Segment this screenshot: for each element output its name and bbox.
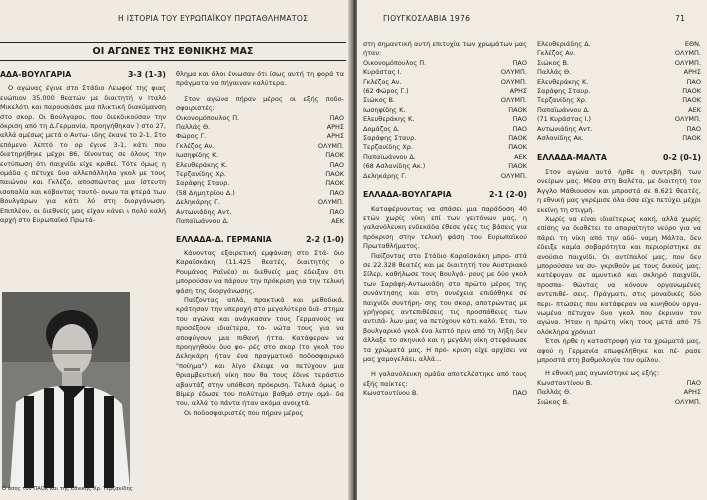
player-name: Γκλέζος Αν. — [363, 77, 402, 86]
player-name: Σιώκος Β. — [363, 96, 395, 105]
player-name: (58 Δημητρίου Δ.) — [176, 188, 235, 197]
match3-paragraph: Παίζοντας στο Στάδιο Καραϊσκάκη μπρο- στά σε 22.328 θεατές και με διαιτητή τον Αυστριακό Σίλερ, καθήλωσε τους Βουλγά- ρους με δύο γκολ των Σαράφη-Αντωνιάδη στο πρώτο μέρος της συνάντησης και στη συνέχεια επιδόθηκε σε παιχνίδι συντήρη- σης του σκορ, αποτρώντας με γρήγορες αντεπιθέσεις τις προσπάθειες των αντιπά- λων μας να πετύχουν κάτι καλό. Έτσι, το βουλγαρικό γκολ ένα λεπτό πριν από τη λήξη δεν άλλαξε το σκηνικό και η μεγάλη νίκη στεφάνωσε τα χρώματά μας. Η πρό- κριση είχε αρχίσει να μας χαμογελάει, αλλά... — [363, 251, 527, 363]
right-running-head: ΓΙΟΥΓΚΟΣΛΑΒΙΑ 1976 — [383, 14, 471, 23]
player-club: ΑΡΗΣ — [683, 68, 701, 77]
player-club: ΠΑΟ — [512, 389, 527, 398]
player-club: ΠΑΟ — [686, 124, 701, 133]
player-club: ΠΑΟΚ — [508, 105, 527, 114]
player-club: ΠΑΟΚ — [682, 96, 701, 105]
player-name: Σαράφης Σταυρ. — [176, 179, 230, 188]
player-name: Φώρος Γ. — [176, 132, 207, 141]
roster-row — [363, 87, 527, 96]
left-page — [0, 0, 350, 500]
match2-paragraph: Κάνοντας εξαιρετική εμφάνιση στο Στά- διο Καραϊσκάκη (11.425 θεατές, διαιτητής ο Ρουμάνος Ραϊνέα) οι διεθνείς μας έδειξαν ότι μπορούσαν να πάρουν την πρόκριση για την τελική φάση της διοργάνωσης. — [176, 248, 344, 295]
roster-row — [363, 68, 527, 77]
roster-row — [176, 179, 344, 188]
roster-row — [363, 172, 527, 181]
roster-b — [537, 40, 701, 143]
player-name: Τερζανίδης Χρ. — [176, 170, 226, 179]
player-photo — [2, 292, 130, 488]
player-name: Σιώκος Β. — [537, 397, 569, 406]
player-name: Τερζανίδης Χρ. — [363, 143, 413, 152]
match4-lineup — [537, 379, 701, 407]
match2-heading — [176, 235, 344, 244]
roster-row — [176, 189, 344, 198]
match4-title: ΕΛΛΑΔΑ-ΜΑΛΤΑ — [537, 153, 607, 163]
roster-row — [363, 153, 527, 162]
match3-lineup-row — [363, 389, 527, 398]
player-club: ΑΡΗΣ — [326, 123, 344, 132]
player-name: (71 Κυράστας Ι.) — [537, 115, 592, 124]
player-club: ΠΑΟΚ — [508, 134, 527, 143]
roster-a-intro: στη σημαντική αυτή επιτυχία των χρωμάτων μας ήταν: — [363, 40, 527, 58]
player-club: ΠΑΟΚ — [508, 162, 527, 171]
roster-row — [176, 151, 344, 160]
player-name: Σιώκος Β. — [537, 58, 569, 67]
player-club: ΠΑΟ — [686, 77, 701, 86]
player-name: Σαράφης Σταυρ. — [537, 87, 591, 96]
player-name: (62 Φώρος Γ.) — [363, 87, 409, 96]
player-club: ΠΑΟ — [512, 58, 527, 67]
roster-row — [176, 208, 344, 217]
match2-score: 2-2 (1-0) — [305, 234, 344, 244]
right-column-1 — [363, 40, 527, 399]
roster-row — [176, 123, 344, 132]
player-name: Γκλέζος Αν. — [176, 141, 215, 150]
player-name: Ελευθεράκης Κ. — [537, 77, 589, 86]
match4-heading — [537, 153, 701, 162]
player-club: ΠΑΟΚ — [325, 179, 344, 188]
roster-row — [537, 87, 701, 96]
roster-row — [537, 115, 701, 124]
left-running-head: Η ΙΣΤΟΡΙΑ ΤΟΥ ΕΥΡΩΠΑΪΚΟΥ ΠΡΩΤΑΘΛΗΜΑΤΟΣ — [118, 14, 309, 23]
player-name: Δομάζος Δ. — [363, 124, 400, 133]
roster-row — [176, 170, 344, 179]
roster-row — [537, 59, 701, 68]
player-club: ΠΑΟ — [329, 188, 344, 197]
player-name: Κωνσταντίνου Β. — [537, 378, 593, 387]
roster-row — [537, 134, 701, 143]
roster-row — [537, 106, 701, 115]
match3-title: ΕΛΛΑΔΑ-ΒΟΥΛΓΑΡΙΑ — [363, 190, 452, 200]
match1-roster — [176, 114, 344, 227]
player-club: ΑΡΗΣ — [326, 132, 344, 141]
match4-paragraph: Στον αγώνα αυτό ήρθε η συντριβή των ονείρων μας. Μέσα στη Βαλέτα, με διαιτητή τον Άγγλο Μάθιουσον και μπροστά σε 8.621 θεατές, η εθνική μας γκρέμισε όλα όσα είχε πετύχει μέχρι εκείνη τη στιγμή. — [537, 167, 701, 214]
left-column-1 — [0, 70, 166, 226]
roster-row — [363, 125, 527, 134]
player-name: Σαράφης Σταυρ. — [363, 134, 417, 143]
roster-row — [176, 114, 344, 123]
player-club: ΠΑΟΚ — [508, 143, 527, 152]
roster-row — [363, 59, 527, 68]
player-club: ΠΑΟ — [329, 113, 344, 122]
roster-row — [537, 96, 701, 105]
player-club: ΑΕΚ — [331, 217, 344, 226]
roster-row — [537, 379, 701, 388]
player-name: Τερζανίδης Χρ. — [537, 96, 587, 105]
player-name: (68 Ασλανίδης Ακ.) — [363, 162, 426, 171]
match1-heading — [0, 70, 166, 79]
roster-row — [176, 161, 344, 170]
match1-text: Ο αγώνας έγινε στο Στάδιο Λεωφοί της φιας ενώπιον 35.000 θεατών με διαιτητή ν Ιταλό Μικελότι και παρουσιάσε μια πλικτική διακύμανση στο σκορ. Οι Βούλγαροι, που διεκδικούσαν την όκριση από τη Δ.Γερμανία, προηγήθηκαν ) στο 27, αλλά αμέσως μετά ο Αντω- ιδης έκανε το 2-1. Στο επόμενο λεπτό το ορ έγινε 3-1, κάτι που διατηρήθηκε μέχρι 86, δίνοντας σε όλους την εντύπωση ότι παιχνίδι είχε κριθεί. Τότε όμως η ομάδα ς πέτυχε δυο αλλεπάλληλα γκολ με τους παιώνου και Γκλέζο, αποσπώντας μια ίστευτη ισοπαλία και κόβοντας τουτό- ονων τα φτερά των Βουλγάρων για κάτι λό στη διοργάνωση. Επιπλέον, οι διεθνείς μας είχαν κάνει ι πολύ καλή αρχή στο Ευρωπαϊκό Πρωτά- — [0, 84, 166, 225]
player-name: Παλλάς Θ. — [537, 388, 572, 397]
player-club: ΟΛΥΜΠ. — [674, 115, 701, 124]
player-club: ΠΑΟ — [512, 115, 527, 124]
left-column-2 — [176, 70, 344, 418]
player-name: Ελευθεριάδης Δ. — [537, 40, 591, 48]
player-club: ΑΡΗΣ — [509, 87, 527, 96]
match4-lineup-intro: Η εθνική μας αγωνίστηκε ως εξής: — [545, 369, 660, 378]
match1-title: ΑΔΑ-ΒΟΥΛΓΑΡΙΑ — [0, 70, 72, 79]
player-club: ΑΕΚ — [514, 152, 527, 161]
roster-row — [176, 217, 344, 226]
match2-paragraph: Παίζοντας απλά, πρακτικά και μεθοδικά, κράτησαν την υπεροχή στο μεγαλύτερο διά- στημα του αγώνα και ανάγκασαν τους Γερμανούς να προσέξουν ιδιαίτερα, το- νώτα τους για να αποφύγουν μια πιθανή ήττα. Κατάφεραν να προηγηθούν δυο φο- ρές στο σκορ (το γκολ του Δεληκάρη ήταν ένα πραγματικό ποδοσφαιρικό "ποίημα") και λίγο έλειψε να πετύχουν μια θριαμβευτική νίκη που θα τους έδινε τεράστιο αβαντάζ στην υπόθεση πρόκριση. Τελικά όμως ο Βίμερ έδωσε του πολύτιμο βαθμό στην ομά- δα του, αλλά το πάντα ήταν ακόμα ανοιχτά. — [176, 295, 344, 408]
player-club: ΟΛΥΜΠ. — [500, 77, 527, 86]
match4-paragraph: Χωρίς να είναι ιδιαίτερως κακή, αλλά χωρίς επίσης να διαθέτει το απαραίτητο νεύρο για να πάρει τη νίκη από την αδύ- ναμη Μάλτα, δεν έδειξε καμία σοβαρότητα και περιορίστηκε σε ανούσιο παιχνίδι. Οι αντίπαλοί μας, που δεν μπορούσαν να συ- γκριθούν με τους δικούς μας, κατέφυγαν σε αμυντικό και σκληρό παιχνίδι, προσπα- θώντας να κόνουν οργανωμένες αντεπιθέ- σεις. Πράγματι, στις μοναδικές δύο περι- πτώσεις που κατάφεραν να κινηθούν οργα- νωμένα πέτυχαν δυο γκολ που έκριναν τον αγώνα. Ήταν η πρώτη νίκη τους μετά από 75 ολόκληρα χρόνια! — [537, 214, 701, 336]
match1-score: 3-3 (1-3) — [127, 70, 166, 79]
player-name: Κωνσταντίνου Β. — [363, 389, 419, 398]
player-name: Δεληκάρης Γ. — [176, 198, 220, 207]
player-club: ΟΛΥΜΠ. — [317, 141, 344, 150]
right-page — [357, 0, 707, 500]
player-club: ΟΛΥΜΠ. — [317, 198, 344, 207]
player-club: ΟΛΥΜΠ. — [674, 49, 701, 58]
match3-paragraph: Καταφέρνοντας να σπάσει μια παράδοση 40 ετών χωρίς νίκη επί των γειτόνων μας, η γαλανόλευκη ενδεκάδα έθεσε γέες τις βάσεις για πρόκριση στην τελική φάση του Ευρωπαϊκού Πρωταθλήματος. — [363, 204, 527, 251]
roster-row — [176, 198, 344, 207]
player-name: Ασλανίδης Ακ. — [537, 134, 584, 143]
player-name: Ιωσηφίδης Κ. — [176, 151, 219, 160]
player-name: Αντωνιάδης Αντ. — [537, 124, 593, 133]
player-club: ΕΘΝ. — [684, 40, 701, 48]
match4-score: 0-2 (0-1) — [662, 153, 701, 163]
player-name: Παλλάς Θ. — [176, 123, 211, 132]
player-club: ΟΛΥΜΠ. — [500, 96, 527, 105]
match2-paragraph: Οι ποδοσφαιριστές που πήραν μέρος — [184, 408, 304, 417]
roster-a — [363, 59, 527, 181]
roster-row — [363, 143, 527, 152]
player-name: Παπαϊωάννου Δ. — [363, 152, 416, 161]
player-club: ΑΡΗΣ — [683, 388, 701, 397]
player-name: Οικονομόπουλος Π. — [176, 113, 240, 122]
player-club: ΟΛΥΜΠ. — [674, 397, 701, 406]
page-number: 71 — [675, 14, 686, 23]
roster-row — [537, 388, 701, 397]
player-club: ΠΑΟΚ — [325, 151, 344, 160]
roster-row — [363, 96, 527, 105]
roster-row — [363, 78, 527, 87]
player-name: Ελευθεράκης Κ. — [363, 115, 415, 124]
roster-row — [363, 106, 527, 115]
match3-score: 2-1 (2-0) — [488, 190, 527, 200]
match2-title: ΕΛΛΑΔΑ-Δ. ΓΕΡΜΑΝΙΑ — [176, 234, 272, 244]
player-club: ΟΛΥΜΠ. — [674, 58, 701, 67]
player-name: Κυράστας Ι. — [363, 68, 402, 77]
match1-roster-intro: Στον αγώνα πήραν μέρος οι εξής ποδο- σφαιριστές: — [176, 94, 344, 113]
player-name: Παλλάς Θ. — [537, 68, 572, 77]
player-club: ΠΑΟ — [512, 124, 527, 133]
player-name: Δεληκάρης Γ. — [363, 171, 407, 180]
player-club: ΠΑΟΚ — [325, 170, 344, 179]
match4-paragraph: Έτσι ήρθε η καταστροφή για τα χρώματά μας, αφού η Γερμανία επωφελήθηκε και πέ- ρασε μπροστά στη βαθμολογία του ομίλου. — [537, 337, 701, 364]
player-name: Οικονομόπουλος Π. — [363, 58, 427, 67]
photo-caption: Ο άσος του ΠΑΟΚ και της Εθνικής Χρ. Τερζανίδης — [2, 486, 133, 492]
roster-row — [363, 115, 527, 124]
player-club: ΑΕΚ — [688, 105, 701, 114]
roster-row — [537, 49, 701, 58]
roster-row — [537, 398, 701, 407]
roster-row — [537, 40, 701, 49]
player-club: ΠΑΟ — [329, 207, 344, 216]
player-club: ΟΛΥΜΠ. — [500, 171, 527, 180]
player-name: Παπαϊωάννου Δ. — [537, 105, 590, 114]
roster-row — [363, 162, 527, 171]
player-name: Ελευθεράκης Κ. — [176, 160, 228, 169]
section-title-wrap — [0, 40, 346, 63]
player-club: ΠΑΟ — [686, 378, 701, 387]
player-photo-image — [2, 292, 130, 488]
player-club: ΠΑΟΚ — [682, 134, 701, 143]
player-club: ΠΑΟ — [329, 160, 344, 169]
section-title: ΟΙ ΑΓΩΝΕΣ ΤΗΣ ΕΘΝΙΚΗΣ ΜΑΣ — [92, 46, 254, 57]
match3-heading — [363, 190, 527, 199]
roster-row — [537, 78, 701, 87]
player-name: Παπαϊωάννου Δ. — [176, 217, 229, 226]
player-name: Γκλέζος Αν. — [537, 49, 576, 58]
roster-row — [537, 125, 701, 134]
player-name: Αντωνιάδης Αντ. — [176, 207, 232, 216]
match3-lineup-intro: Η γαλανόλευκη ομάδα αποτελέστηκε από τους εξής παίκτες: — [363, 370, 527, 388]
right-column-2 — [537, 40, 701, 407]
roster-row — [363, 134, 527, 143]
roster-row — [176, 142, 344, 151]
roster-row — [176, 132, 344, 141]
player-club: ΟΛΥΜΠ. — [500, 68, 527, 77]
roster-row — [537, 68, 701, 77]
player-club: ΠΑΟΚ — [682, 87, 701, 96]
player-name: Ιωσηφίδης Κ. — [363, 105, 406, 114]
match1-conclusion: θλημα και όλοι ένιωσαν ότι ίσως αυτή τη φορά τα πράγματα να πήγαιναν καλύτερα. — [176, 70, 344, 88]
